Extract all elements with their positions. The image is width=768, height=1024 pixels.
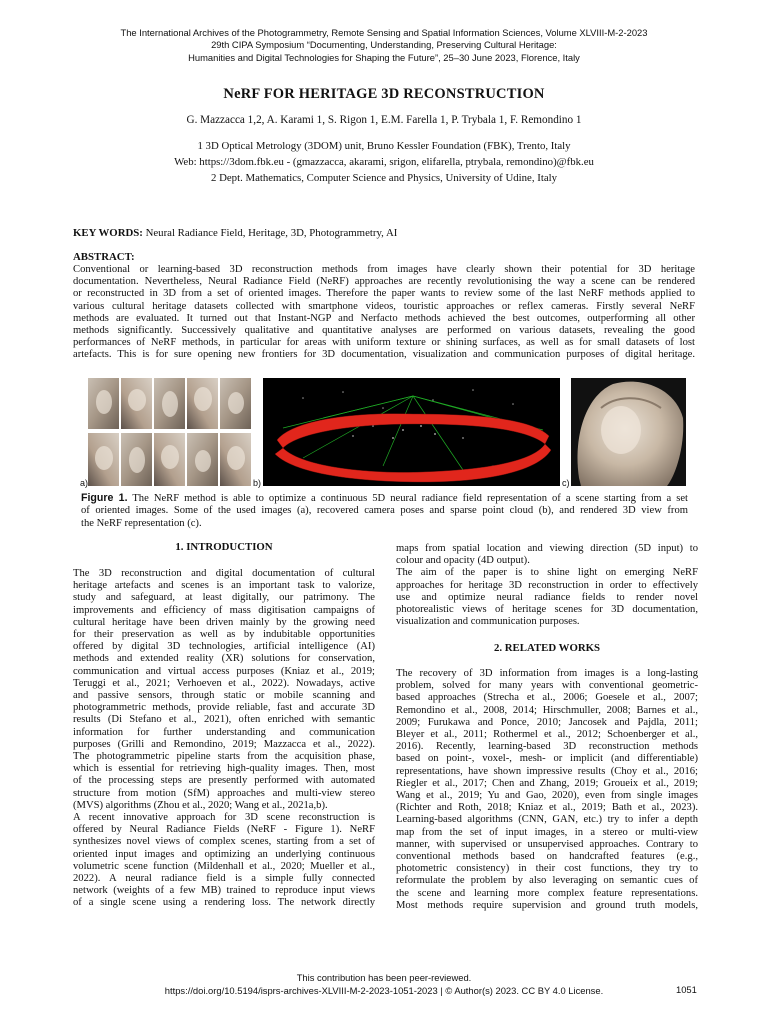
intro-line: Teruggi et al., 2021; Verhoeven et al., 2022). Nowadays, active	[73, 677, 375, 689]
related-line: The recovery of 3D information from images is a long-lasting	[396, 668, 698, 679]
intro-line: of a single scene using a rendering loss. The network directly	[73, 897, 375, 909]
introduction-body	[73, 568, 375, 910]
keywords	[73, 227, 695, 239]
intro-line: offered by digital 3D technologies, artificial intelligence (AI)	[73, 641, 375, 653]
related-line: manner, with supervised or unsupervised approaches. Contrary to	[396, 838, 698, 850]
doi-link[interactable]: https://doi.org/10.5194/isprs-archives-XLVIII-M-2-2023-1051-2023 | © Author(s) 2023. CC BY 4.0 License.	[164, 985, 604, 996]
keywords-label: KEY WORDS:	[73, 227, 143, 239]
header-line: Humanities and Digital Technologies for Shaping the Future”, 25–30 June 2023, Florence, Italy	[188, 51, 580, 63]
figure-caption	[81, 492, 688, 530]
intro-cont-line: The aim of the paper is to shine light on emerging NeRF	[396, 567, 698, 579]
intro-line: The photogrammetric pipeline starts from the acquisition phase,	[73, 751, 375, 763]
abstract-line: artefacts. This is for sure opening new frontiers for 3D documentation, visualization and communication purposes of digital heritage.	[73, 349, 695, 361]
related-line: based on point-, voxel-, mesh- or implicit (and differentiable)	[396, 753, 698, 765]
intro-cont-line: photorealistic views of heritage scenes for 3D documentation,	[396, 604, 698, 616]
related-line: Wang et al., 2019; Yu and Gao, 2020), even from single images	[396, 790, 698, 802]
related-works-body	[396, 668, 698, 912]
intro-line: information for further understanding and communication	[73, 726, 375, 738]
caption-line: the NeRF representation (c).	[81, 517, 202, 529]
intro-line: offered by Neural Radiance Fields (NeRF - Figure 1). NeRF	[73, 824, 375, 836]
intro-line: (MVS) algorithms (Zhou et al., 2020; Wang et al., 2021a,b).	[73, 799, 328, 811]
intro-line: A recent innovative approach for 3D scene reconstruction is	[73, 812, 375, 824]
abstract-line: Conventional or learning-based 3D reconstruction methods from images have clearly shown their potential for 3D heritage	[73, 264, 695, 275]
related-line: the scene and learning more complex feature representations.	[396, 887, 698, 899]
header-line: 29th CIPA Symposium “Documenting, Understanding, Preserving Cultural Heritage:	[211, 39, 557, 51]
related-line: 2009; Furukawa and Ponce, 2010; Jancosek and Pajdla, 2011;	[396, 716, 698, 728]
intro-cont-line: maps from spatial location and viewing direction (5D input) to	[396, 543, 698, 554]
intro-line: purposes (Grilli and Remondino, 2019; Mazzacca et al., 2022).	[73, 738, 375, 750]
intro-line: which is essential for retrieving high-quality images. Then, most	[73, 763, 375, 775]
affiliation-web-link[interactable]: Web: https://3dom.fbk.eu - (gmazzacca, akarami, srigon, elifarella, ptrybala, remondino)@fbk.eu	[174, 155, 594, 168]
abstract-line: or reconstructed in 3D from a set of oriented images. Therefore the paper wants to review some of the last NeRF methods applied to	[73, 288, 695, 300]
intro-cont-line: visualization and communication purposes.	[396, 616, 580, 628]
intro-cont-line: colour and opacity (4D output).	[396, 555, 530, 567]
abstract-line: documentation. Nevertheless, Neural Radiance Field (NeRF) approaches are recently revolutionising the way a scene can be rendered	[73, 276, 695, 288]
right-column-top	[396, 543, 698, 628]
abstract-line: various cultural heritage datasets collected with smartphone videos, touristic approaches or reflex cameras. Firstly several NeRF	[73, 300, 695, 312]
figure-label: Figure 1.	[81, 492, 128, 504]
abstract-line: performances of NeRF methods, in particular for areas with uniform texture or shining surfaces, as well as for small datasets of lost	[73, 337, 695, 349]
related-line: photometric consistency) in their cost functions, they try to	[396, 863, 698, 875]
header-line: The International Archives of the Photogrammetry, Remote Sensing and Spatial Information Sciences, Volume XLVIII-M-2-2023	[120, 27, 648, 38]
panel-b-label: b)	[253, 478, 262, 488]
panel-a-label: a)	[80, 478, 89, 488]
intro-line: The 3D reconstruction and digital documentation of cultural	[73, 568, 375, 579]
intro-line: photogrammetric methods, provide reliable, fast and accurate 3D	[73, 702, 375, 714]
related-line: map from the set of input images, in a stereo or multi-view	[396, 826, 698, 838]
paper-title: NeRF FOR HERITAGE 3D RECONSTRUCTION	[223, 86, 545, 102]
abstract-body	[73, 264, 695, 362]
running-header	[40, 27, 728, 64]
related-line: Most methods require supervision and ground truth models,	[396, 899, 698, 911]
related-line: Remondino et al., 2008, 2014; Hirschmuller, 2008; Barnes et al.,	[396, 704, 698, 716]
affiliations	[40, 139, 728, 186]
page-footer	[40, 971, 728, 997]
intro-cont-line: approaches for heritage 3D reconstruction in order to effectively	[396, 579, 698, 591]
intro-line: and passive sensors, through static or mobile scanning and	[73, 690, 375, 702]
related-line: Riegler et al., 2017; Chen and Zhang, 2019; Groueix et al., 2019;	[396, 777, 698, 789]
caption-line: The NeRF method is able to optimize a continuous 5D neural radiance field representation of a scene starting from a set	[127, 493, 688, 504]
related-line: representations, have shown impressive results (Choy et al., 2016;	[396, 765, 698, 777]
intro-line: volumetric scene function (Mildenhall et al., 2020; Mueller et al.,	[73, 860, 375, 872]
intro-line: oriented input images and optimizing an underlying continuous	[73, 848, 375, 860]
related-line: (Richter and Roth, 2018; Kniaz et al., 2019; Bath et al., 2023).	[396, 802, 698, 814]
intro-line: cultural heritage have been driven mainly by the growing need	[73, 616, 375, 628]
related-line: Learning-based algorithms (CNN, GAN, etc.) try to infer a depth	[396, 814, 698, 826]
intro-cont-line: use and optimize neural radiance fields to render novel	[396, 591, 698, 603]
intro-line: for their preservation as well as by indubitable opportunities	[73, 629, 375, 641]
related-line: 2016). Recently, learning-based 3D reconstruction methods	[396, 741, 698, 753]
intro-line: network (weights of a few MB) trained to reproduce input views	[73, 885, 375, 897]
keywords-text: Neural Radiance Field, Heritage, 3D, Photogrammetry, AI	[145, 227, 398, 239]
peer-review-note: This contribution has been peer-reviewed.	[296, 972, 472, 983]
intro-line: methods and extended reality (XR) solutions for conservation,	[73, 653, 375, 665]
page-number: 1051	[676, 984, 697, 995]
intro-line: improvements and efficiency of mass digitisation campaigns of	[73, 604, 375, 616]
related-line: based approaches (Strecha et al., 2006; Goesele et al., 2007;	[396, 692, 698, 704]
related-line: problem, solved for many years with conventional geometric-	[396, 680, 698, 692]
intro-line: synthesizes novel views of complex scenes, starting from a set of	[73, 836, 375, 848]
intro-line: of the processing steps are presently performed with automated	[73, 775, 375, 787]
related-line: conventional methods based on handcrafted features (e.g.,	[396, 851, 698, 863]
authors: G. Mazzacca 1,2, A. Karami 1, S. Rigon 1, E.M. Farella 1, P. Trybala 1, F. Remondino 1	[186, 114, 582, 126]
abstract-heading: ABSTRACT:	[73, 251, 135, 263]
affiliation-line: 2 Dept. Mathematics, Computer Science and Physics, University of Udine, Italy	[210, 171, 558, 184]
intro-line: results (Di Stefano et al., 2021), often enriched with semantic	[73, 714, 375, 726]
figure-panel-b-camera-poses	[263, 378, 560, 486]
affiliation-line: 1 3D Optical Metrology (3DOM) unit, Bruno Kessler Foundation (FBK), Trento, Italy	[197, 140, 571, 152]
panel-c-label: c)	[562, 478, 570, 488]
intro-line: structure from motion (SfM) approaches and multi-view stereo	[73, 787, 375, 799]
related-line: reformulate the problem by also leveraging on semantic cues of	[396, 875, 698, 887]
abstract-line: methods significantly. Successively qualitative and quantitative analyses are performed on various datasets, revealing the good	[73, 325, 695, 337]
section-heading-introduction: 1. INTRODUCTION	[175, 541, 273, 553]
section-heading-related-works: 2. RELATED WORKS	[493, 642, 601, 654]
related-line: Bleyer et al., 2011; Rothermel et al., 2012; Schoenberger et al.,	[396, 729, 698, 741]
intro-line: communication and virtual access purposes (Kniaz et al., 2019;	[73, 665, 375, 677]
abstract-line: methods are evaluated. It turned out that Instant-NGP and Nerfacto methods achieved the best outcomes, outperforming all other	[73, 312, 695, 324]
intro-line: 2022). A neural radiance field is a simple fully connected	[73, 873, 375, 885]
figure-panel-a-image-grid	[88, 378, 251, 486]
intro-line: heritage artefacts and scenes is an important task to valorize,	[73, 580, 375, 592]
intro-line: study and safeguard, at least digitally, our patrimony. The	[73, 592, 375, 604]
figure-panel-c-rendered-view	[571, 378, 686, 486]
caption-line: of oriented images. Some of the used images (a), recovered camera poses and sparse point cloud (b), and rendered 3D view from	[81, 505, 688, 517]
